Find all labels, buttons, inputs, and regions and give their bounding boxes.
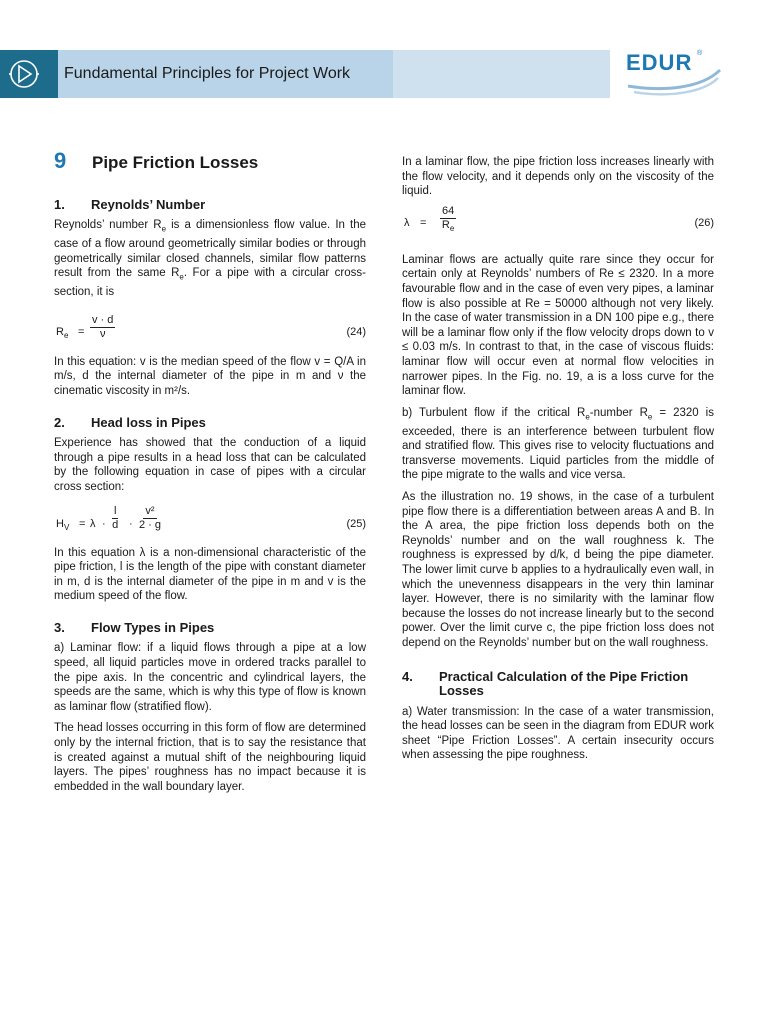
eq-lhs: $H_V$ xyxy=(56,517,70,532)
paragraph: Reynolds’ number $R_e$ is a dimensionless flow value. In the case of a flow around geometrically similar bodies or through geometrically similar closed channels, similar flow patterns result from the same $R_e$. For a pipe with a circular cross-section, it is xyxy=(54,219,367,299)
equation-number: (25) xyxy=(346,517,366,530)
header-band xyxy=(0,50,610,98)
paragraph: a) Laminar flow: if a liquid flows through a pipe at a low speed, all liquid particles move in ordered tracks parallel to the pipe axis. In the concentric and cylindrical layers, the speeds are the same, which is why this type of flow is known as laminar flow (stratified flow). xyxy=(54,642,366,713)
header-icon-block xyxy=(0,50,58,98)
section-title: Reynolds’ Number xyxy=(91,196,206,212)
equation-number: (26) xyxy=(694,216,714,229)
eq-fraction-l-d: $\frac{l}{d}$ xyxy=(112,504,119,531)
equation-number: (24) xyxy=(346,325,366,338)
chapter-number: 9 xyxy=(54,148,67,173)
section-number: 2. xyxy=(54,414,65,430)
paragraph: As the illustration no. 19 shows, in the case of a turbulent pipe flow there is a differentiation between areas A and B. In the A area, the pipe friction loss depends both on the Reynolds’ number and on the wall roughness k. The roughness is expressed by d/k, d being the pipe diameter. The lower limit curve b applies to a hydraulically even wall, in which the unevenness disappears in the very thin laminar layer. However, there is no similarity with the laminar flow because the losses do not increase linearly but to the second power. Over the limit curve c, the pipe friction loss does not depend on the Reynolds’ number but on the wall roughness. xyxy=(402,490,714,649)
paragraph: The head losses occurring in this form of flow are determined only by the internal friction, that is to say the resistance that is created against a mutual shift of the neighbouring liquid layers. The pipes’ roughness has no impact because it is embedded in the wall boundary layer. xyxy=(54,722,366,793)
eq-fraction-v2-2g: $\frac{\text{v²}}{2 \cdot g}$ xyxy=(139,504,162,531)
pump-icon xyxy=(9,59,39,89)
logo-registered-mark: ® xyxy=(697,50,703,57)
chapter-heading xyxy=(54,148,366,173)
equation-26: λ = $\frac{64}{R_e}$ (26) xyxy=(404,204,714,233)
paragraph: a) Water transmission: In the case of a water transmission, the head losses can be seen in the diagram from EDUR work sheet “Pipe Friction Losses”. A certain insecurity occurs when assessing the pipe roughness. xyxy=(402,705,714,762)
section-heading-1 xyxy=(54,198,366,213)
section-title: Head loss in Pipes xyxy=(91,414,206,430)
paragraph: Laminar flows are actually quite rare since they occur for certain only at Reynolds’ numbers of Re ≤ 2320. In a more favourable flow and in the case of even very pipes, a laminar flow is also possible at Re = 50000 although not very likely. In the case of water transmission in a DN 100 pipe e.g., there will be a laminar flow only if the flow velocity drops down to v ≤ 0.03 m/s. In contrast to that, in the case of viscous fluids: laminar flow will occur even at normal flow velocities in narrower pipes. In the Fig. no. 19, a is a loss curve for the laminar flow. xyxy=(402,253,714,398)
right-column xyxy=(402,155,714,763)
eq-fraction: $\frac{v \cdot d}{\nu}$ xyxy=(92,313,114,340)
left-column xyxy=(54,150,366,794)
section-heading-4 xyxy=(402,670,714,699)
paragraph: b) Turbulent flow if the critical $R_e$-number $R_e = 2320$ is exceeded, there is an interference between turbulent flow and stratified flow. This gives rise to velocity fluctuations and transverse movements. Liquid particles from the middle of the pipe migrate to the walls and vice versa. xyxy=(402,406,714,482)
section-number: 3. xyxy=(54,619,65,635)
equation-25: $H_V$ = λ · $\frac{l}{d}$ · $\frac{\text{v²}}{2 \cdot g}$ (25) xyxy=(54,505,366,541)
eq-fraction: $\frac{64}{R_e}$ xyxy=(441,204,455,233)
paragraph: Experience has showed that the conduction of a liquid through a pipe results in a head loss that can be calculated by the following equation in case of pipes with a circular cross section: xyxy=(54,437,366,493)
header-title: Fundamental Principles for Project Work xyxy=(64,65,351,82)
logo-text: EDUR xyxy=(626,50,693,75)
logo-swoosh-icon xyxy=(624,64,724,98)
section-number: 1. xyxy=(54,196,65,212)
section-number: 4. xyxy=(402,668,413,684)
chapter-title: Pipe Friction Losses xyxy=(92,153,259,172)
header-light-block xyxy=(393,50,610,98)
section-heading-2 xyxy=(54,416,366,431)
section-title: Flow Types in Pipes xyxy=(91,619,215,635)
section-heading-3 xyxy=(54,621,366,636)
section-title: Practical Calculation of the Pipe Friction Losses xyxy=(439,668,689,699)
equation-24: $R_e$ = $\frac{v \cdot d}{\nu}$ (24) xyxy=(54,314,366,350)
paragraph: In this equation λ is a non-dimensional characteristic of the pipe friction, l is the length of the pipe with constant diameter in m, d is the internal diameter of the pipe in m and v is the medium speed of the flow. xyxy=(54,546,366,603)
edur-logo xyxy=(624,50,724,100)
eq-lhs: $R_e$ xyxy=(56,325,69,340)
paragraph: In a laminar flow, the pipe friction loss increases linearly with the flow velocity, and it depends only on the viscosity of the liquid. xyxy=(402,156,714,198)
paragraph: In this equation: v is the median speed of the flow v = Q/A in m/s, d the internal diameter of the pipe in m and ν the cinematic viscosity in m²/s. xyxy=(54,355,366,397)
